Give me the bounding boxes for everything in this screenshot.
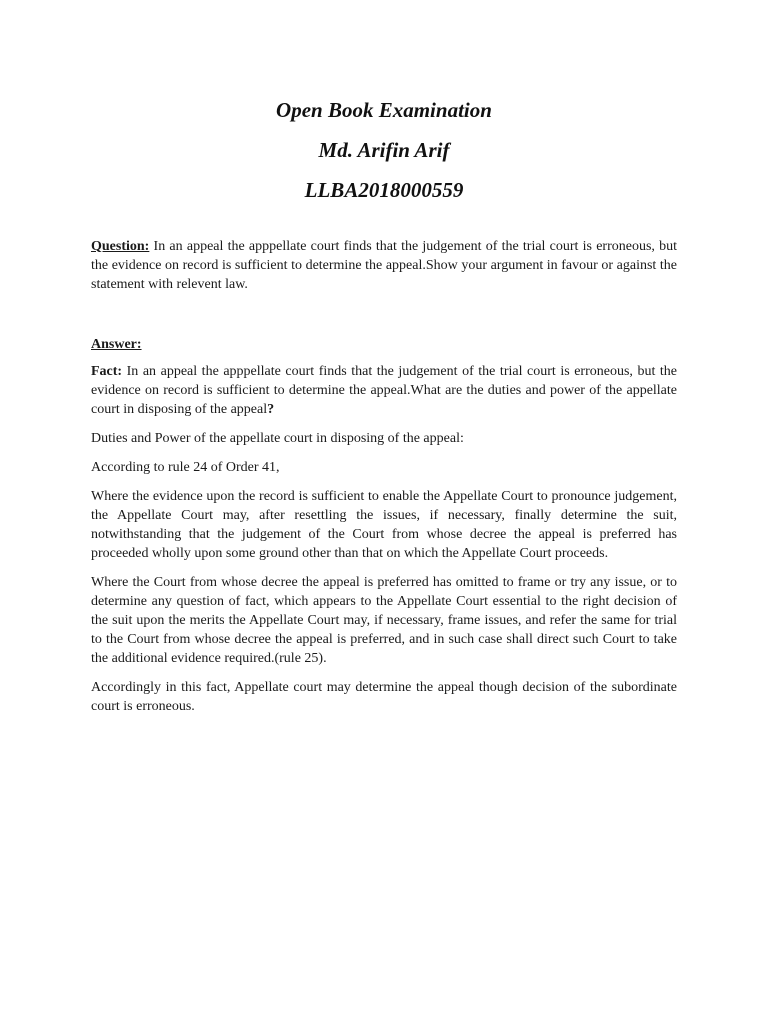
student-name: Md. Arifin Arif [318,138,450,162]
answer-label: Answer: [91,337,142,352]
question-label: Question: [91,239,150,254]
exam-title: Open Book Examination [276,98,492,122]
rule25-paragraph: Where the Court from whose decree the appeal is preferred has omitted to frame or try any issue, or to determine any question of fact, which appears to the Appellate Court essential to the right decision of the suit upon the merits the Appellate Court may, if necessary, frame issues, and refer the same for trial to the Court from whose decree the appeal is preferred, and in such case shall direct such Court to take the additional evidence required.(rule 25). [91,575,677,666]
question-text: In an appeal the apppellate court finds that the judgement of the trial court is erroneous, but the evidence on record is sufficient to determine the appeal.Show your argument in favour or against the statement with relevent law. [91,239,677,292]
rule24-paragraph: Where the evidence upon the record is sufficient to enable the Appellate Court to pronounce judgement, the Appellate Court may, after resettling the issues, if necessary, finally determine the suit, notwithstanding that the judgement of the Court from whose decree the appeal is preferred has proceeded wholly upon some ground other than that on which the Appellate Court proceeds. [91,489,677,561]
duties-heading-paragraph: Duties and Power of the appellate court in disposing of the appeal: [91,431,464,446]
fact-question-mark: ? [267,402,275,417]
conclusion-paragraph: Accordingly in this fact, Appellate court may determine the appeal though decision of the subordinate court is erroneous. [91,680,677,714]
fact-label: Fact: [91,364,123,379]
student-id: LLBA2018000559 [304,178,464,202]
answer-heading [91,335,677,354]
fact-paragraph [91,362,677,419]
rule-reference-paragraph: According to rule 24 of Order 41, [91,460,280,475]
document-body [91,237,677,726]
question-paragraph [91,237,677,294]
document-header [0,90,768,210]
fact-text: In an appeal the apppellate court finds that the judgement of the trial court is erroneous, but the evidence on record is sufficient to determine the appeal.What are the duties and power of the appellate court in disposing of the appeal [91,364,677,417]
